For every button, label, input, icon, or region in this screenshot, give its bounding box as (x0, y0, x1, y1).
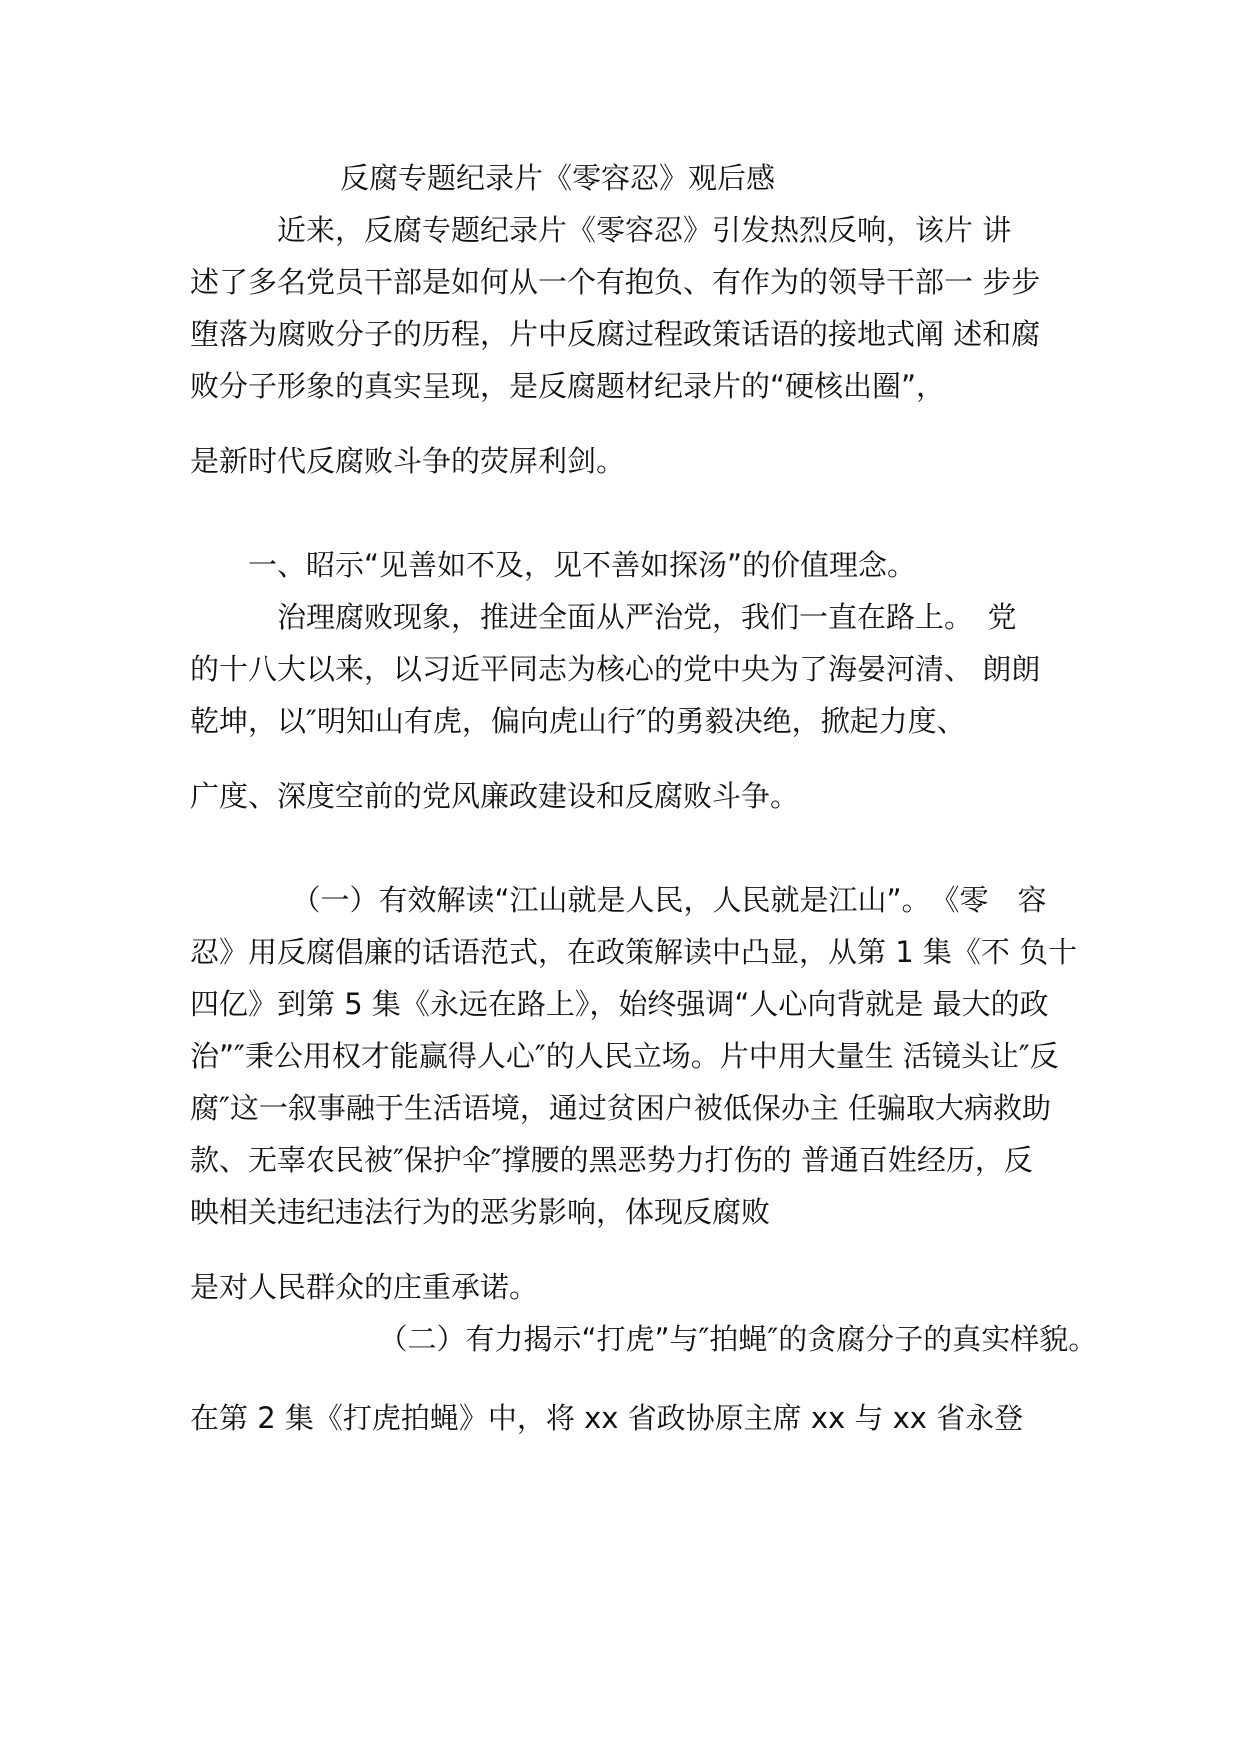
paragraph-line: 堕落为腐败分子的历程，片中反腐过程政策话语的接地式阐 述和腐 (190, 317, 1041, 351)
subsection-heading: （二）有力揭示“打虎”与″拍蝇″的贪腐分子的真实样貌。 (190, 1322, 1098, 1356)
subsection-heading: （一）有效解读“江山就是人民，人民就是江山”。 《零 容 (190, 883, 1047, 917)
paragraph-line: 腐″这一叙事融于生活语境，通过贫困户被低保办主 任骗取大病救助 (190, 1091, 1052, 1125)
paragraph-line: 近来，反腐专题纪录片《零容忍》引发热烈反响，该片 讲 (190, 213, 1012, 247)
paragraph-line: 述了多名党员干部是如何从一个有抱负、有作为的领导干部一 步步 (190, 265, 1041, 299)
paragraph-line: 映相关违纪违法行为的恶劣影响，体现反腐败 (190, 1195, 771, 1229)
paragraph-line: 治”″秉公用权才能赢得人心″的人民立场。片中用大量生 活镜头让″反 (190, 1039, 1059, 1073)
paragraph-line: 的十八大以来，以习近平同志为核心的党中央为了海晏河清、 朗朗 (190, 652, 1041, 686)
paragraph-line: 败分子形象的真实呈现，是反腐题材纪录片的“硬核出圈”， (190, 369, 946, 403)
paragraph-line: 忍》用反腐倡廉的话语范式，在政策解读中凸显，从第 1 集《不 负十 (190, 935, 1078, 969)
paragraph-line: 是对人民群众的庄重承诺。 (190, 1270, 539, 1304)
section-heading: 一、昭示“见善如不及，见不善如探汤”的价值理念。 (190, 548, 917, 582)
document-title: 反腐专题纪录片《零容忍》观后感 (340, 161, 776, 195)
paragraph-line: 四亿》到第 5 集《永远在路上》，始终强调“人心向背就是 最大的政 (190, 987, 1049, 1021)
paragraph-line: 治理腐败现象，推进全面从严治党，我们一直在路上。 党 (190, 600, 1017, 634)
paragraph-line: 是新时代反腐败斗争的荧屏利剑。 (190, 444, 626, 478)
paragraph-line: 乾坤，以″明知山有虎，偏向虎山行″的勇毅决绝，掀起力度、 (190, 704, 966, 738)
paragraph-line: 广度、深度空前的党风廉政建设和反腐败斗争。 (190, 779, 800, 813)
paragraph-line: 款、无辜农民被″保护伞″撑腰的黑恶势力打伤的 普通百姓经历，反 (190, 1143, 1033, 1177)
paragraph-line: 在第 2 集《打虎拍蝇》中，将 xx 省政协原主席 xx 与 xx 省永登 (190, 1401, 1024, 1435)
